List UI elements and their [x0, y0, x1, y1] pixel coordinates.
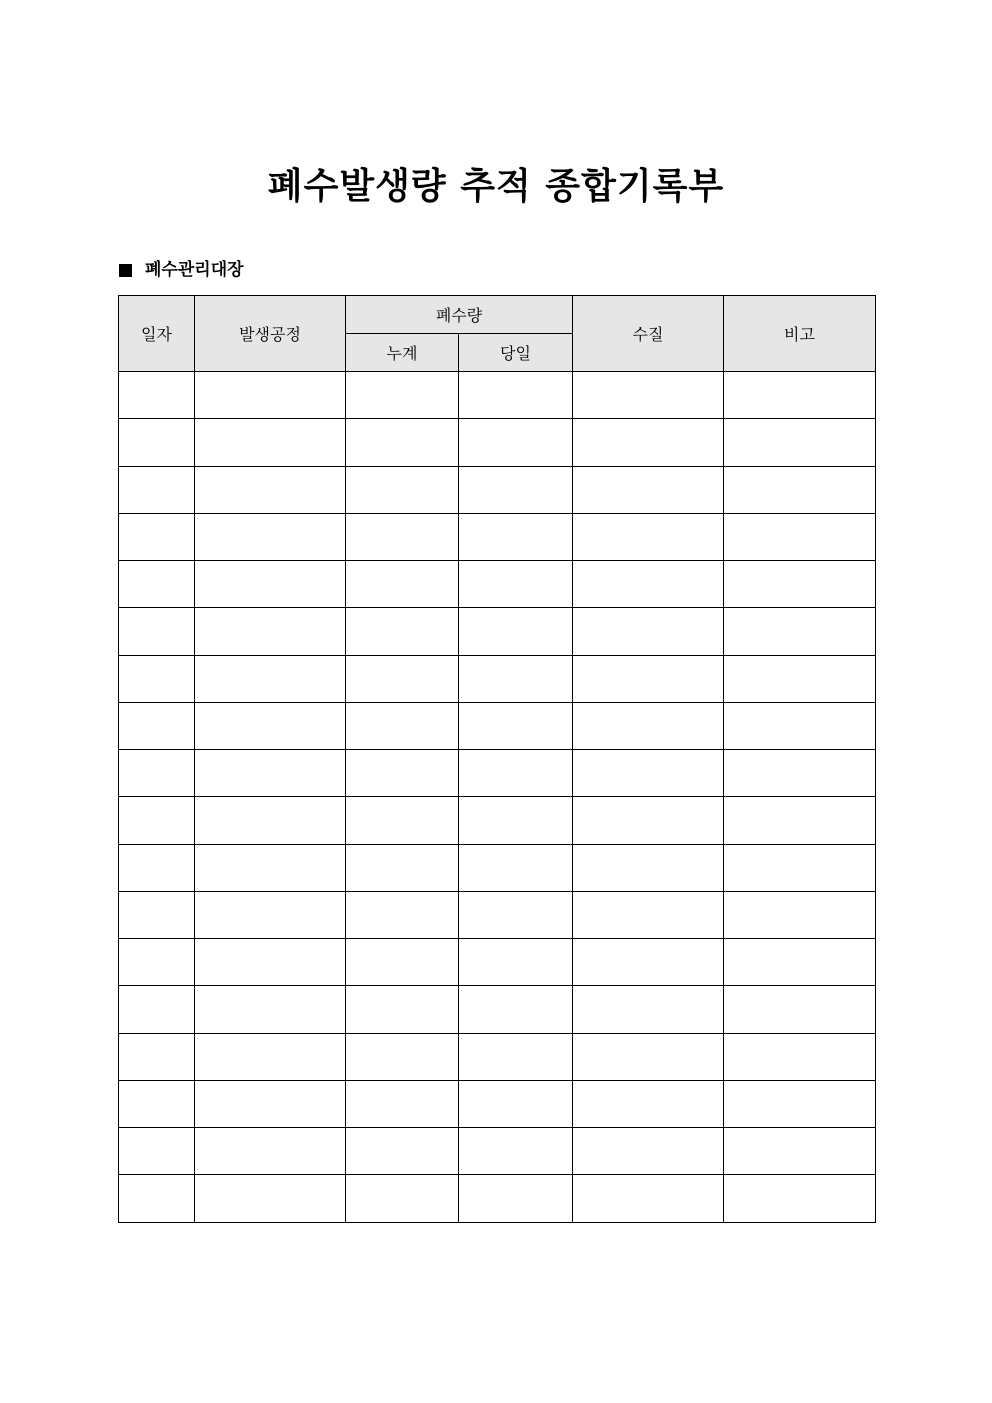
- cell-remarks[interactable]: [724, 750, 876, 797]
- cell-cumulative[interactable]: [346, 419, 459, 466]
- cell-daily[interactable]: [459, 1080, 573, 1127]
- cell-date[interactable]: [119, 419, 195, 466]
- cell-cumulative[interactable]: [346, 561, 459, 608]
- cell-process[interactable]: [195, 750, 346, 797]
- cell-remarks[interactable]: [724, 986, 876, 1033]
- cell-water-quality[interactable]: [573, 419, 724, 466]
- cell-daily[interactable]: [459, 513, 573, 560]
- cell-date[interactable]: [119, 655, 195, 702]
- cell-date[interactable]: [119, 1033, 195, 1080]
- cell-remarks[interactable]: [724, 1033, 876, 1080]
- page-title: 폐수발생량 추적 종합기록부: [267, 166, 725, 207]
- cell-water-quality[interactable]: [573, 372, 724, 419]
- header-cumulative: 누계: [346, 334, 459, 372]
- cell-daily[interactable]: [459, 1128, 573, 1175]
- cell-daily[interactable]: [459, 608, 573, 655]
- cell-water-quality[interactable]: [573, 750, 724, 797]
- table-row: [119, 891, 876, 938]
- table-row: [119, 1175, 876, 1222]
- cell-daily[interactable]: [459, 419, 573, 466]
- cell-remarks[interactable]: [724, 466, 876, 513]
- cell-daily[interactable]: [459, 1175, 573, 1222]
- cell-water-quality[interactable]: [573, 1080, 724, 1127]
- cell-process[interactable]: [195, 797, 346, 844]
- cell-remarks[interactable]: [724, 419, 876, 466]
- cell-date[interactable]: [119, 986, 195, 1033]
- cell-remarks[interactable]: [724, 1128, 876, 1175]
- cell-process[interactable]: [195, 1175, 346, 1222]
- cell-cumulative[interactable]: [346, 608, 459, 655]
- cell-cumulative[interactable]: [346, 655, 459, 702]
- table-row: [119, 561, 876, 608]
- cell-process[interactable]: [195, 702, 346, 749]
- cell-date[interactable]: [119, 939, 195, 986]
- cell-water-quality[interactable]: [573, 844, 724, 891]
- cell-remarks[interactable]: [724, 513, 876, 560]
- table-row: [119, 608, 876, 655]
- cell-daily[interactable]: [459, 797, 573, 844]
- cell-date[interactable]: [119, 750, 195, 797]
- cell-date[interactable]: [119, 513, 195, 560]
- cell-daily[interactable]: [459, 986, 573, 1033]
- cell-daily[interactable]: [459, 1033, 573, 1080]
- cell-water-quality[interactable]: [573, 797, 724, 844]
- cell-cumulative[interactable]: [346, 844, 459, 891]
- table-row: [119, 1080, 876, 1127]
- table-row: [119, 372, 876, 419]
- black-square-icon: [119, 264, 132, 277]
- cell-daily[interactable]: [459, 750, 573, 797]
- cell-remarks[interactable]: [724, 891, 876, 938]
- cell-cumulative[interactable]: [346, 702, 459, 749]
- cell-cumulative[interactable]: [346, 891, 459, 938]
- cell-process[interactable]: [195, 466, 346, 513]
- cell-date[interactable]: [119, 844, 195, 891]
- cell-process[interactable]: [195, 561, 346, 608]
- cell-remarks[interactable]: [724, 372, 876, 419]
- section-heading: [119, 257, 244, 283]
- cell-process[interactable]: [195, 1128, 346, 1175]
- cell-cumulative[interactable]: [346, 372, 459, 419]
- cell-water-quality[interactable]: [573, 939, 724, 986]
- cell-cumulative[interactable]: [346, 939, 459, 986]
- cell-process[interactable]: [195, 939, 346, 986]
- wastewater-ledger-table: [118, 295, 876, 1223]
- table-row: [119, 466, 876, 513]
- cell-daily[interactable]: [459, 655, 573, 702]
- table-row: [119, 513, 876, 560]
- cell-cumulative[interactable]: [346, 1128, 459, 1175]
- cell-cumulative[interactable]: [346, 1080, 459, 1127]
- cell-water-quality[interactable]: [573, 702, 724, 749]
- cell-remarks[interactable]: [724, 561, 876, 608]
- cell-daily[interactable]: [459, 844, 573, 891]
- cell-daily[interactable]: [459, 372, 573, 419]
- cell-remarks[interactable]: [724, 702, 876, 749]
- cell-daily[interactable]: [459, 702, 573, 749]
- table-row: [119, 844, 876, 891]
- cell-water-quality[interactable]: [573, 513, 724, 560]
- table-body: [119, 372, 876, 1223]
- cell-date[interactable]: [119, 702, 195, 749]
- cell-daily[interactable]: [459, 891, 573, 938]
- cell-daily[interactable]: [459, 939, 573, 986]
- cell-process[interactable]: [195, 844, 346, 891]
- cell-cumulative[interactable]: [346, 750, 459, 797]
- table-row: [119, 1128, 876, 1175]
- cell-date[interactable]: [119, 1175, 195, 1222]
- table-row: [119, 750, 876, 797]
- cell-water-quality[interactable]: [573, 1033, 724, 1080]
- cell-remarks[interactable]: [724, 1175, 876, 1222]
- table-row: [119, 655, 876, 702]
- cell-process[interactable]: [195, 655, 346, 702]
- cell-water-quality[interactable]: [573, 466, 724, 513]
- cell-cumulative[interactable]: [346, 513, 459, 560]
- cell-remarks[interactable]: [724, 939, 876, 986]
- cell-date[interactable]: [119, 466, 195, 513]
- cell-water-quality[interactable]: [573, 1128, 724, 1175]
- cell-water-quality[interactable]: [573, 561, 724, 608]
- table-row: [119, 797, 876, 844]
- table-row: [119, 1033, 876, 1080]
- cell-cumulative[interactable]: [346, 1033, 459, 1080]
- cell-cumulative[interactable]: [346, 797, 459, 844]
- table-row: [119, 986, 876, 1033]
- cell-cumulative[interactable]: [346, 986, 459, 1033]
- header-wastewater-amount: 폐수량: [346, 296, 573, 334]
- cell-date[interactable]: [119, 891, 195, 938]
- cell-date[interactable]: [119, 372, 195, 419]
- cell-water-quality[interactable]: [573, 608, 724, 655]
- cell-cumulative[interactable]: [346, 466, 459, 513]
- cell-process[interactable]: [195, 372, 346, 419]
- cell-date[interactable]: [119, 608, 195, 655]
- cell-daily[interactable]: [459, 561, 573, 608]
- cell-water-quality[interactable]: [573, 891, 724, 938]
- cell-process[interactable]: [195, 1033, 346, 1080]
- table-row: [119, 702, 876, 749]
- cell-process[interactable]: [195, 891, 346, 938]
- table-header: [119, 296, 876, 372]
- cell-date[interactable]: [119, 1080, 195, 1127]
- cell-cumulative[interactable]: [346, 1175, 459, 1222]
- header-water-quality: 수질: [573, 296, 724, 372]
- cell-remarks[interactable]: [724, 1080, 876, 1127]
- cell-water-quality[interactable]: [573, 986, 724, 1033]
- header-date: 일자: [119, 296, 195, 372]
- table-row: [119, 419, 876, 466]
- header-daily: 당일: [459, 334, 573, 372]
- cell-remarks[interactable]: [724, 655, 876, 702]
- cell-remarks[interactable]: [724, 608, 876, 655]
- header-row-top: [119, 296, 876, 334]
- cell-daily[interactable]: [459, 466, 573, 513]
- cell-date[interactable]: [119, 561, 195, 608]
- cell-process[interactable]: [195, 608, 346, 655]
- cell-process[interactable]: [195, 1080, 346, 1127]
- cell-date[interactable]: [119, 1128, 195, 1175]
- cell-remarks[interactable]: [724, 844, 876, 891]
- cell-process[interactable]: [195, 986, 346, 1033]
- cell-date[interactable]: [119, 797, 195, 844]
- cell-process[interactable]: [195, 513, 346, 560]
- table-row: [119, 939, 876, 986]
- cell-process[interactable]: [195, 419, 346, 466]
- cell-water-quality[interactable]: [573, 1175, 724, 1222]
- header-process: 발생공정: [195, 296, 346, 372]
- cell-remarks[interactable]: [724, 797, 876, 844]
- section-heading-label: 폐수관리대장: [145, 260, 244, 280]
- cell-water-quality[interactable]: [573, 655, 724, 702]
- header-remarks: 비고: [724, 296, 876, 372]
